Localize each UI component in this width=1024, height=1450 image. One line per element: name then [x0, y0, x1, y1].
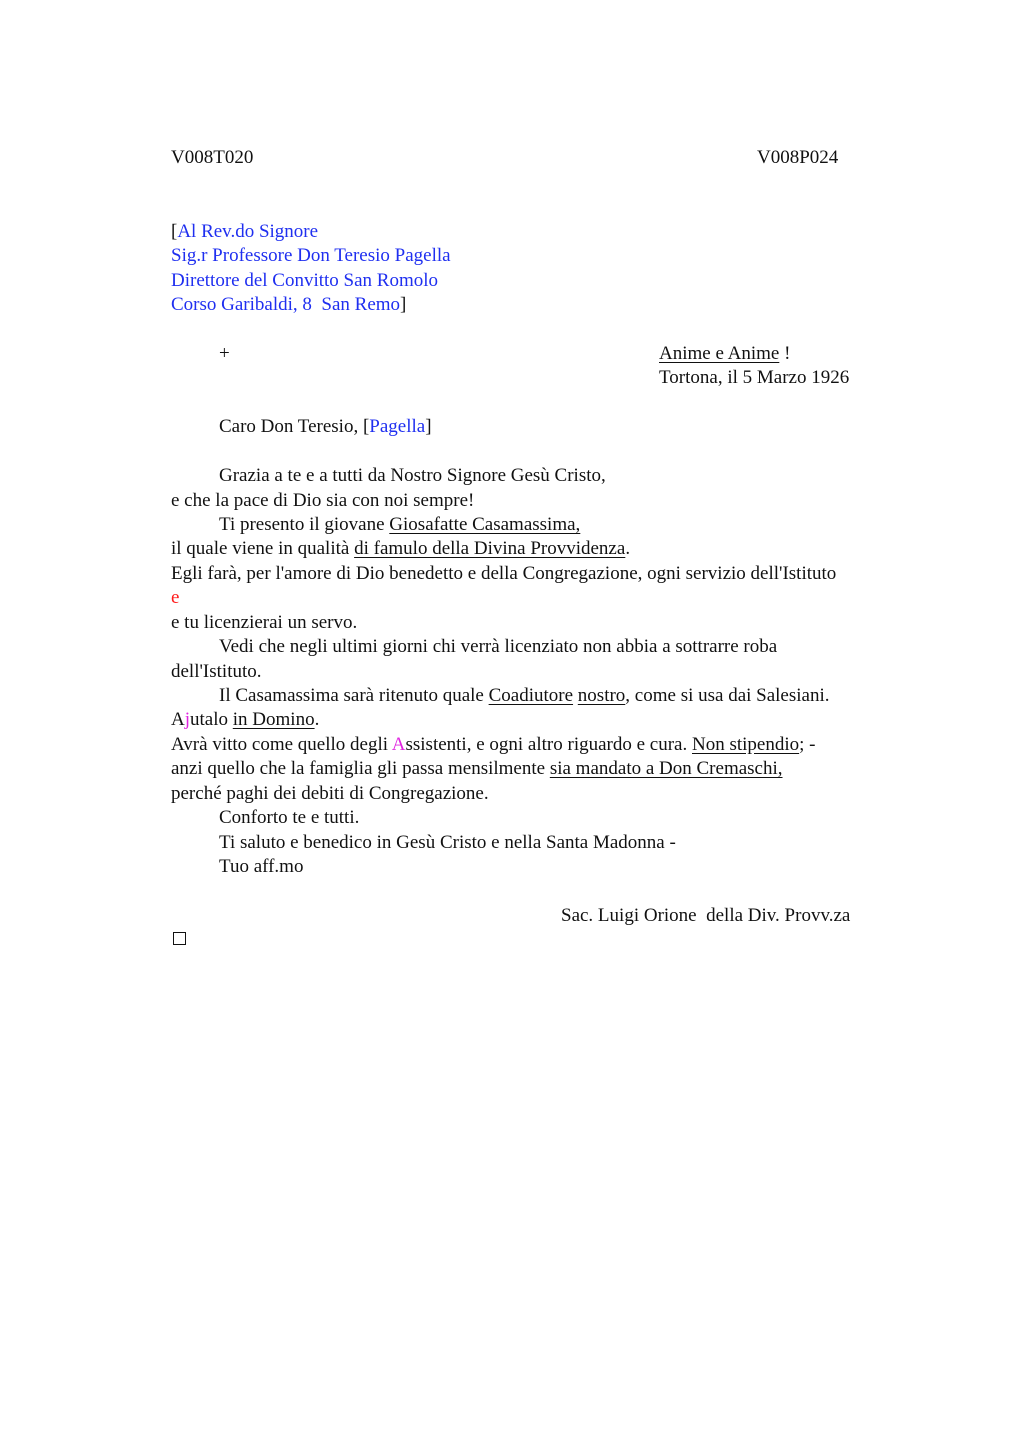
date-line: Tortona, il 5 Marzo 1926 — [659, 367, 850, 388]
body-line-12 — [171, 733, 816, 757]
variant-letter: j — [184, 709, 191, 730]
body-text: . — [625, 538, 631, 559]
body-line-9: dell'Istituto. — [171, 661, 262, 682]
address-line-2: Sig.r Professore Don Teresio Pagella — [171, 245, 451, 266]
underlined-word: Coadiutore — [488, 685, 574, 706]
salutation — [219, 415, 432, 439]
body-line-8: Vedi che negli ultimi giorni chi verrà licenziato non abbia a sottrarre roba — [219, 636, 778, 657]
underlined-word: nostro — [577, 685, 626, 706]
address-open-bracket: [ — [171, 221, 178, 242]
body-text: Il Casamassima sarà ritenuto quale — [219, 685, 489, 706]
body-text: Ti presento il giovane — [219, 514, 390, 535]
address-recipient-title: Al Rev.do Signore — [177, 221, 319, 242]
underlined-phrase: in Domino — [232, 709, 315, 730]
body-text: Avrà vitto come quello degli — [171, 734, 392, 755]
body-line-10 — [219, 684, 830, 708]
cross-symbol: + — [219, 343, 230, 364]
closing-line: Tuo aff.mo — [219, 856, 304, 877]
body-line-1: Grazia a te e a tutti da Nostro Signore Gesù Cristo, — [219, 465, 606, 486]
body-text: utalo — [190, 709, 233, 730]
body-text: ; - — [799, 734, 816, 755]
body-line-7: e tu licenzierai un servo. — [171, 612, 358, 633]
body-text: A — [171, 709, 185, 730]
salutation-close-bracket: ] — [425, 416, 432, 437]
body-text: , come si usa dai Salesiani. — [625, 685, 830, 706]
address-close-bracket: ] — [400, 294, 407, 315]
body-line-14: perché paghi dei debiti di Congregazione. — [171, 783, 489, 804]
address-line-4 — [171, 293, 406, 317]
body-line-5: Egli farà, per l'amore di Dio benedetto e della Congregazione, ogni servizio dell'Istituto — [171, 563, 837, 584]
address-street: Corso Garibaldi, 8 San Remo — [171, 294, 401, 315]
body-text: . — [314, 709, 320, 730]
salutation-open-bracket: [ — [362, 416, 370, 437]
underlined-phrase: sia mandato a Don Cremaschi, — [549, 758, 783, 779]
body-line-3 — [219, 513, 580, 537]
body-text: ssistenti, e ogni altro riguardo e cura. — [405, 734, 692, 755]
body-line-13 — [171, 757, 783, 781]
body-line-2: e che la pace di Dio sia con noi sempre! — [171, 490, 475, 511]
checkbox-square-icon — [173, 932, 186, 945]
signature: Sac. Luigi Orione della Div. Provv.za — [561, 905, 851, 926]
address-line-3: Direttore del Convitto San Romolo — [171, 270, 439, 291]
document-code-left: V008T020 — [171, 147, 254, 168]
salutation-surname: Pagella — [369, 416, 426, 437]
underlined-phrase: Non stipendio — [692, 734, 800, 755]
underlined-name: Giosafatte Casamassima, — [389, 514, 581, 535]
salutation-text: Caro Don Teresio, — [219, 416, 363, 437]
variant-letter: A — [391, 734, 406, 755]
body-text: anzi quello che la famiglia gli passa mensilmente — [171, 758, 550, 779]
motto — [659, 342, 790, 366]
body-text: il quale viene in qualità — [171, 538, 355, 559]
body-line-4 — [171, 537, 630, 561]
body-line-15: Conforto te e tutti. — [219, 807, 360, 828]
motto-text: Anime e Anime — [659, 343, 780, 364]
body-line-16: Ti saluto e benedico in Gesù Cristo e nella Santa Madonna - — [219, 832, 676, 853]
body-line-11 — [171, 708, 319, 732]
body-line-6-variant: e — [171, 587, 180, 608]
document-code-right: V008P024 — [757, 147, 839, 168]
motto-suffix: ! — [779, 343, 791, 364]
underlined-phrase: di famulo della Divina Provvidenza — [354, 538, 626, 559]
address-line-1 — [171, 220, 318, 244]
